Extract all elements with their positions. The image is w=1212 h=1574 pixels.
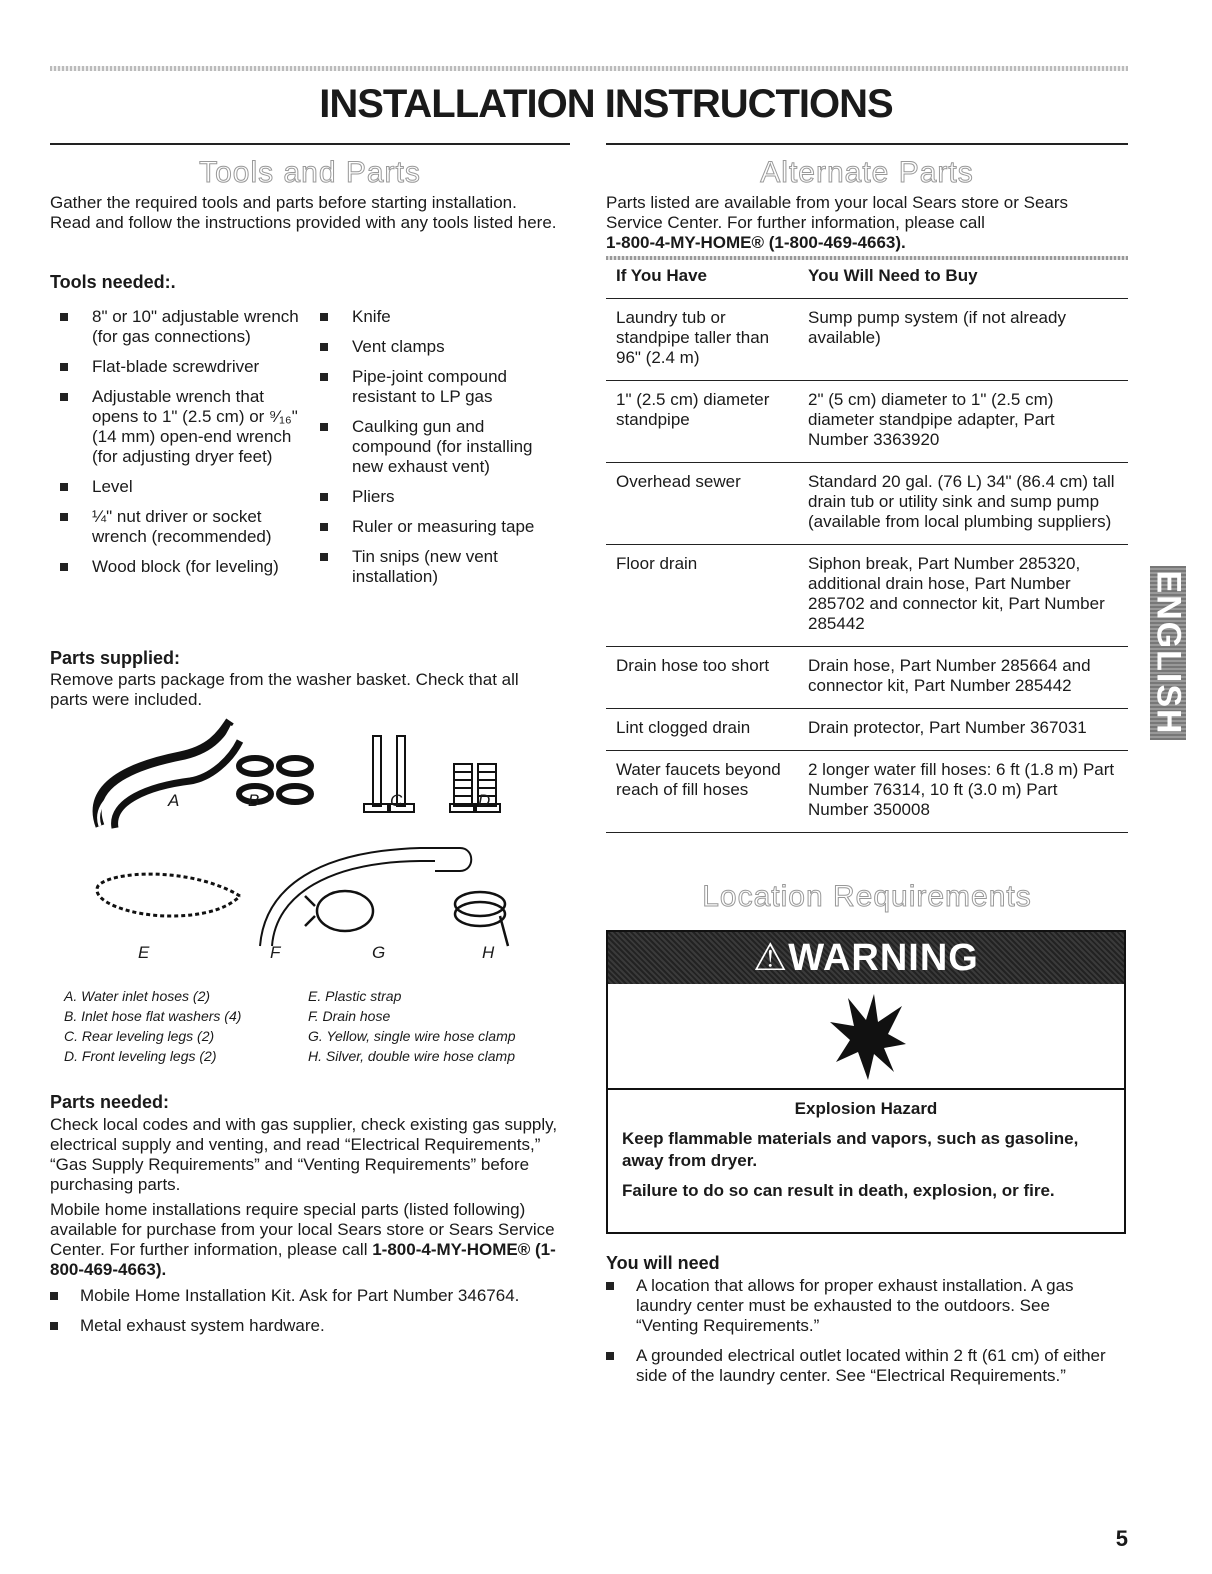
table-row (606, 381, 1128, 463)
explosion-icon (828, 992, 908, 1082)
hazard-title: Explosion Hazard (794, 1099, 938, 1118)
mobile-home-intro: Mobile home installations require special parts (listed following) available for purchase from your local Sears store or Sears Service Center. For further information, please call (50, 1200, 555, 1259)
part-caption: B. Inlet hose flat washers (4) (64, 1008, 242, 1024)
tool-item: Level (50, 477, 300, 497)
top-decor-bar (50, 66, 1128, 71)
tool-item: Ruler or measuring tape (310, 517, 560, 537)
table-row (606, 463, 1128, 545)
part-caption: F. Drain hose (308, 1008, 391, 1024)
tool-item: Flat-blade screwdriver (50, 357, 300, 377)
table-row (606, 751, 1128, 833)
language-side-tab-label: ENGLISH (1149, 570, 1188, 736)
explosion-icon-area (608, 984, 1124, 1090)
parts-needed-heading: Parts needed: (50, 1092, 170, 1112)
hose-clamps-drawing (305, 891, 508, 946)
phone-number-left: 1-800-4-MY-HOME® (1-800-469-4663). (50, 1240, 556, 1279)
cell-buy: 2 longer water fill hoses: 6 ft (1.8 m) Part Number 76314, 10 ft (3.0 m) Part Number 350008 (798, 751, 1128, 833)
hazard-consequence: Failure to do so can result in death, explosion, or fire. (622, 1181, 1055, 1200)
cell-buy: Standard 20 gal. (76 L) 34" (86.4 cm) tall drain tub or utility sink and sump pump (available from local plumbing suppliers) (798, 463, 1128, 545)
warning-text (608, 1090, 1124, 1218)
parts-illustration (90, 716, 540, 966)
part-label-c: C (390, 791, 403, 810)
parts-captions-right (308, 986, 568, 1066)
table-row (606, 299, 1128, 381)
warning-banner: ⚠WARNING (608, 932, 1124, 984)
mobile-home-item: Mobile Home Installation Kit. Ask for Part Number 346764. (50, 1286, 570, 1306)
part-label-d: D (478, 791, 491, 810)
warning-box (606, 930, 1126, 1234)
part-label-f: F (270, 943, 281, 962)
tool-item: Caulking gun and compound (for installing new exhaust vent) (310, 417, 560, 477)
tool-item: ¼" nut driver or socket wrench (recommended) (50, 507, 300, 547)
col-header-have: If You Have (606, 258, 798, 299)
table-row (606, 647, 1128, 709)
location-needs-list (606, 1276, 1116, 1396)
tool-item: Knife (310, 307, 560, 327)
tool-item: Pliers (310, 487, 560, 507)
page-number: 5 (1115, 1526, 1128, 1551)
location-requirements-heading: Location Requirements (702, 880, 1032, 913)
cell-buy: 2" (5 cm) diameter to 1" (2.5 cm) diameter standpipe adapter, Part Number 3363920 (798, 381, 1128, 463)
tools-and-parts-heading: Tools and Parts (199, 156, 421, 189)
parts-captions-left (64, 986, 304, 1066)
cell-buy: Drain protector, Part Number 367031 (798, 709, 1128, 751)
mobile-home-item: Metal exhaust system hardware. (50, 1316, 570, 1336)
part-caption: C. Rear leveling legs (2) (64, 1028, 215, 1044)
language-side-tab (1150, 566, 1186, 740)
you-will-need-heading: You will need (606, 1253, 720, 1273)
tools-list-left (50, 307, 300, 587)
location-need-item: A location that allows for proper exhaust installation. A gas laundry center must be exhausted to the outdoors. See “Venting Requirements.” (606, 1276, 1116, 1336)
part-caption: H. Silver, double wire hose clamp (308, 1048, 515, 1064)
cell-have: Drain hose too short (606, 647, 798, 709)
cell-have: Floor drain (606, 545, 798, 647)
right-heading-rule (606, 143, 1128, 145)
tools-needed-heading: Tools needed:. (50, 272, 176, 292)
tools-list-right (310, 307, 560, 597)
phone-number-right: 1-800-4-MY-HOME® (1-800-469-4663). (606, 233, 906, 252)
part-label-g: G (372, 943, 386, 962)
page-title: INSTALLATION INSTRUCTIONS (319, 82, 893, 126)
cell-buy: Siphon break, Part Number 285320, additional drain hose, Part Number 285702 and connector kit, Part Number 285442 (798, 545, 1128, 647)
part-label-a: A (168, 791, 180, 810)
tool-item: Wood block (for leveling) (50, 557, 300, 577)
part-label-b: B (248, 791, 260, 810)
plastic-strap-drawing (97, 874, 240, 916)
parts-supplied-heading: Parts supplied: (50, 648, 181, 668)
cell-have: Laundry tub or standpipe taller than 96" (2.4 m) (606, 299, 798, 381)
cell-have: Overhead sewer (606, 463, 798, 545)
cell-have: Water faucets beyond reach of fill hoses (606, 751, 798, 833)
alternate-parts-table (606, 258, 1128, 833)
table-row (606, 709, 1128, 751)
alternate-parts-heading: Alternate Parts (760, 156, 974, 189)
alternate-parts-intro (606, 193, 1116, 253)
tool-item: 8" or 10" adjustable wrench (for gas connections) (50, 307, 300, 347)
part-caption: D. Front leveling legs (2) (64, 1048, 217, 1064)
part-caption: A. Water inlet hoses (2) (64, 988, 211, 1004)
parts-needed-text: Check local codes and with gas supplier, check existing gas supply, electrical supply and venting, and read “Electrical Requirements,” “Gas Supply Requirements” and “Venting Requirements” before purchasing parts. (50, 1115, 558, 1194)
water-inlet-hoses-drawing (97, 721, 240, 828)
parts-supplied-text: Remove parts package from the washer basket. Check that all parts were included. (50, 670, 519, 709)
tool-item: Pipe-joint compound resistant to LP gas (310, 367, 560, 407)
tool-item: Vent clamps (310, 337, 560, 357)
cell-buy: Sump pump system (if not already available) (798, 299, 1128, 381)
part-label-e: E (138, 943, 150, 962)
tool-item: Adjustable wrench that opens to 1" (2.5 cm) or ⁹⁄₁₆" (14 mm) open-end wrench (for adjusting dryer feet) (50, 387, 300, 467)
mobile-home-text (50, 1200, 560, 1280)
alternate-parts-intro-text: Parts listed are available from your local Sears store or Sears Service Center. For further information, please call (606, 193, 1069, 232)
col-header-buy: You Will Need to Buy (798, 258, 1128, 299)
cell-have: Lint clogged drain (606, 709, 798, 751)
part-label-h: H (482, 943, 495, 962)
part-caption: E. Plastic strap (308, 988, 402, 1004)
hazard-instruction: Keep flammable materials and vapors, such as gasoline, away from dryer. (622, 1129, 1079, 1170)
tool-item: Tin snips (new vent installation) (310, 547, 560, 587)
cell-have: 1" (2.5 cm) diameter standpipe (606, 381, 798, 463)
left-heading-rule (50, 143, 570, 145)
table-header-row (606, 258, 1128, 299)
tools-intro: Gather the required tools and parts before starting installation. Read and follow the instructions provided with any tools listed here. (50, 193, 557, 232)
cell-buy: Drain hose, Part Number 285664 and connector kit, Part Number 285442 (798, 647, 1128, 709)
mobile-home-items (50, 1286, 570, 1346)
location-need-item: A grounded electrical outlet located within 2 ft (61 cm) of either side of the laundry center. See “Electrical Requirements.” (606, 1346, 1116, 1386)
table-row (606, 545, 1128, 647)
part-caption: G. Yellow, single wire hose clamp (308, 1028, 516, 1044)
